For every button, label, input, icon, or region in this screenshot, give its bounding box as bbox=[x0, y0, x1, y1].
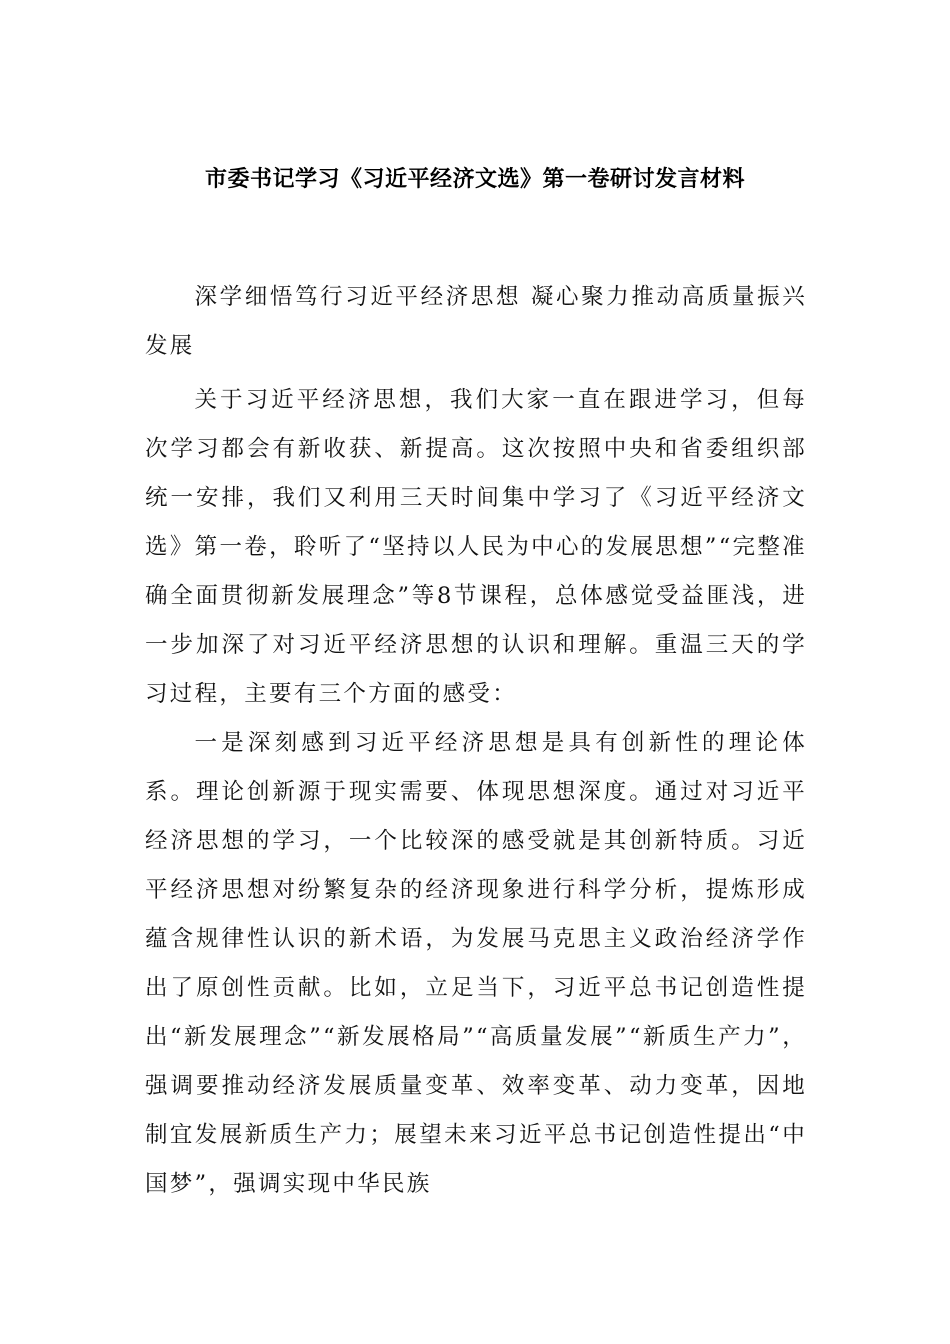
document-title: 市委书记学习《习近平经济文选》第一卷研讨发言材料 bbox=[204, 167, 745, 192]
body-paragraph: 一是深刻感到习近平经济思想是具有创新性的理论体系。理论创新源于现实需要、体现思想深度。通过对习近平经济思想的学习，一个比较深的感受就是其创新特质。习近平经济思想对纷繁复杂的经济现象进行科学分析，提炼形成蕴含规律性认识的新术语，为发展马克思主义政治经济学作出了原创性贡献。比如，立足当下，习近平总书记创造性提出“新发展理念”“新发展格局”“高质量发展”“新质生产力”，强调要推动经济发展质量变革、效率变革、动力变革，因地制宜发展新质生产力；展望未来习近平总书记创造性提出“中国梦”，强调实现中华民族 bbox=[145, 730, 807, 1197]
document-body bbox=[145, 273, 807, 1209]
body-paragraph: 关于习近平经济思想，我们大家一直在跟进学习，但每次学习都会有新收获、新提高。这次按照中央和省委组织部统一安排，我们又利用三天时间集中学习了《习近平经济文选》第一卷，聆听了“坚持以人民为中心的发展思想”“完整准确全面贯彻新发展理念”等8节课程，总体感觉受益匪浅，进一步加深了对习近平经济思想的认识和理解。重温三天的学习过程，主要有三个方面的感受： bbox=[145, 387, 807, 707]
subtitle-paragraph: 深学细悟笃行习近平经济思想 凝心聚力推动高质量振兴发展 bbox=[145, 284, 807, 359]
